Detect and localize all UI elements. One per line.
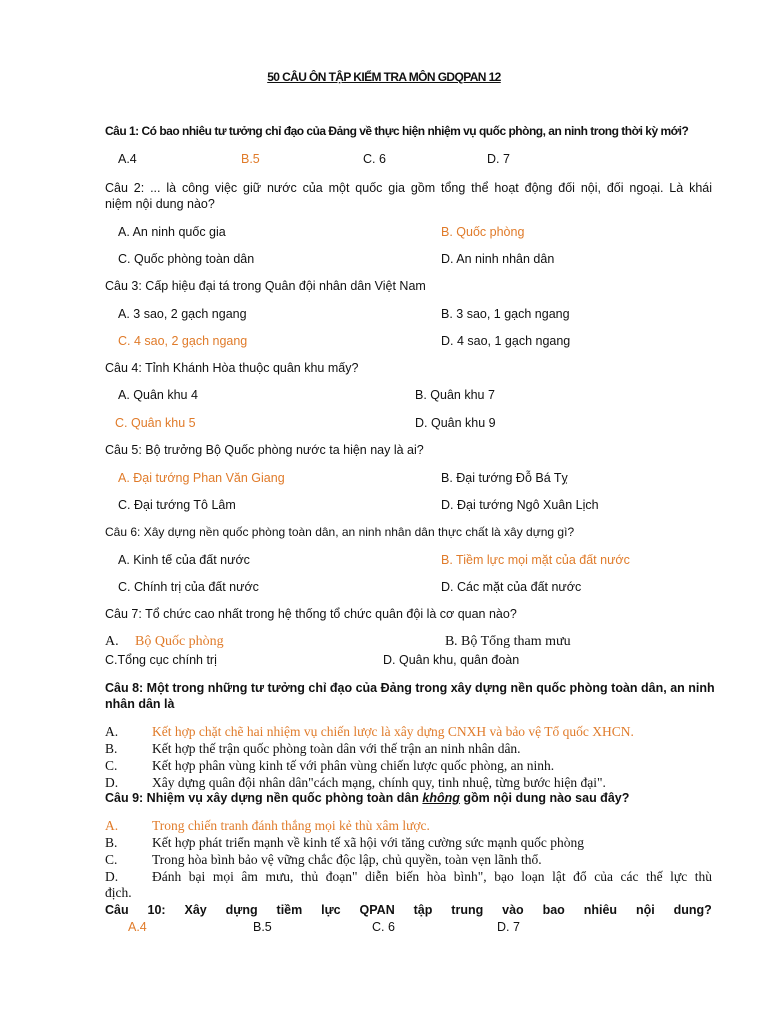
question-9-emphasis: không <box>422 791 460 805</box>
q3-option-c-answer: C. 4 sao, 2 gạch ngang <box>118 334 248 348</box>
question-10-word: 10: <box>147 903 166 917</box>
q10-option-c: C. 6 <box>372 920 395 934</box>
question-10-word: vào <box>502 903 524 917</box>
q2-option-c: C. Quốc phòng toàn dân <box>118 252 255 266</box>
q8-option-c-label: C. <box>105 758 118 773</box>
question-10-word: tiềm <box>276 903 303 917</box>
question-1: Câu 1: Có bao nhiêu tư tưởng chỉ đạo của Đảng về thực hiện nhiệm vụ quốc phòng, an ninh trong thời kỳ mới? <box>105 124 689 138</box>
q3-option-a: A. 3 sao, 2 gạch ngang <box>118 307 247 321</box>
q2-option-a: A. An ninh quốc gia <box>118 225 226 239</box>
q6-option-b-answer: B. Tiềm lực mọi mặt của đất nước <box>441 553 630 567</box>
question-7: Câu 7: Tổ chức cao nhất trong hệ thống tổ chức quân đội là cơ quan nào? <box>105 607 517 621</box>
question-10 <box>105 903 712 917</box>
q9-option-d-line-1: Đánh bại mọi âm mưu, thủ đoạn" diễn biến hòa bình", bạo loạn lật đổ của các thế lực thù <box>152 869 712 884</box>
question-4: Câu 4: Tỉnh Khánh Hòa thuộc quân khu mấy? <box>105 361 359 375</box>
q9-option-a-answer: Trong chiến tranh đánh thắng mọi kẻ thù xâm lược. <box>152 818 430 833</box>
question-2-line-2: niệm nội dung nào? <box>105 197 215 211</box>
question-10-word: tập <box>413 903 433 917</box>
q1-option-c: C. 6 <box>363 152 386 166</box>
q8-option-c: Kết hợp phân vùng kinh tế với phân vùng chiến lược quốc phòng, an ninh. <box>152 758 555 773</box>
question-9-pre: Câu 9: Nhiệm vụ xây dựng nền quốc phòng toàn dân <box>105 791 423 805</box>
q10-option-d: D. 7 <box>497 920 520 934</box>
q9-option-c: Trong hòa bình bảo vệ vững chắc độc lập, chủ quyền, toàn vẹn lãnh thổ. <box>152 852 542 867</box>
q8-option-d-label: D. <box>105 775 119 790</box>
q7-option-a-label: A. <box>105 634 119 649</box>
q1-option-b-answer: B.5 <box>241 152 260 166</box>
q2-option-d: D. An ninh nhân dân <box>441 252 555 266</box>
q9-option-b-label: B. <box>105 835 118 850</box>
question-10-word: trung <box>451 903 484 917</box>
document-title: 50 CÂU ÔN TẬP KIỂM TRA MÔN GDQPAN 12 <box>267 70 501 84</box>
q5-option-d: D. Đại tướng Ngô Xuân Lịch <box>441 498 599 512</box>
question-10-word: dựng <box>225 903 258 917</box>
q3-option-b: B. 3 sao, 1 gạch ngang <box>441 307 570 321</box>
q4-option-b: B. Quân khu 7 <box>415 388 495 402</box>
q8-option-b-label: B. <box>105 741 118 756</box>
q4-option-d: D. Quân khu 9 <box>415 416 496 430</box>
question-8-line-1: Câu 8: Một trong những tư tưởng chỉ đạo của Đảng trong xây dựng nền quốc phòng toàn dân, an ninh <box>105 681 715 695</box>
q5-option-b: B. Đại tướng Đỗ Bá Tỵ <box>441 471 568 485</box>
q7-option-c: C.Tổng cục chính trị <box>105 653 217 667</box>
q10-option-a-answer: A.4 <box>128 920 147 934</box>
q9-option-c-label: C. <box>105 852 118 867</box>
q9-option-d-line-2: địch. <box>105 885 132 900</box>
question-10-word: dung? <box>673 903 712 917</box>
q1-option-a: A.4 <box>118 152 137 166</box>
q3-option-d: D. 4 sao, 1 gạch ngang <box>441 334 571 348</box>
q6-option-d: D. Các mặt của đất nước <box>441 580 582 594</box>
q9-option-a-label: A. <box>105 818 119 833</box>
q7-option-a-answer: Bộ Quốc phòng <box>135 634 224 649</box>
q8-option-a-answer: Kết hợp chặt chẽ hai nhiệm vụ chiến lược là xây dựng CNXH và bảo vệ Tổ quốc XHCN. <box>152 724 634 739</box>
question-10-word: Xây <box>184 903 207 917</box>
q10-option-b: B.5 <box>253 920 272 934</box>
q2-option-b-answer: B. Quốc phòng <box>441 225 525 239</box>
question-10-word: nhiêu <box>583 903 618 917</box>
question-10-word: bao <box>542 903 565 917</box>
q4-option-a: A. Quân khu 4 <box>118 388 198 402</box>
question-10-word: nội <box>635 903 655 917</box>
question-10-word: Câu <box>105 903 129 917</box>
question-3: Câu 3: Cấp hiệu đại tá trong Quân đội nhân dân Việt Nam <box>105 279 426 293</box>
q5-option-a-answer: A. Đại tướng Phan Văn Giang <box>118 471 285 485</box>
q6-option-a: A. Kinh tế của đất nước <box>118 553 250 567</box>
q7-option-d: D. Quân khu, quân đoàn <box>383 653 520 667</box>
question-9 <box>105 791 629 805</box>
question-10-word: lực <box>321 903 341 917</box>
q8-option-d: Xây dựng quân đội nhân dân"cách mạng, chính quy, tinh nhuệ, từng bước hiện đại". <box>152 775 606 790</box>
question-10-word: QPAN <box>359 903 395 917</box>
question-5: Câu 5: Bộ trưởng Bộ Quốc phòng nước ta hiện nay là ai? <box>105 443 424 457</box>
q7-option-b: . Bộ Tổng tham mưu <box>454 634 571 649</box>
question-9-post: gồm nội dung nào sau đây? <box>459 791 630 805</box>
q5-option-c: C. Đại tướng Tô Lâm <box>118 498 236 512</box>
q1-option-d: D. 7 <box>487 152 510 166</box>
q8-option-b: Kết hợp thế trận quốc phòng toàn dân với thế trận an ninh nhân dân. <box>152 741 521 756</box>
question-8-line-2: nhân dân là <box>105 697 175 711</box>
question-6: Câu 6: Xây dựng nền quốc phòng toàn dân, an ninh nhân dân thực chất là xây dựng gì? <box>105 525 575 539</box>
q7-option-b-label: B <box>445 634 455 649</box>
q9-option-d-label: D. <box>105 869 119 884</box>
q4-option-c-answer: C. Quân khu 5 <box>115 416 196 430</box>
question-2-line-1: Câu 2: ... là công việc giữ nước của một quốc gia gồm tổng thể hoạt động đối nội, đối ngoại. Là khái <box>105 181 712 195</box>
q6-option-c: C. Chính trị của đất nước <box>118 580 259 594</box>
q9-option-b: Kết hợp phát triển mạnh về kinh tế xã hội với tăng cường sức mạnh quốc phòng <box>152 835 584 850</box>
q8-option-a-label: A. <box>105 724 119 739</box>
